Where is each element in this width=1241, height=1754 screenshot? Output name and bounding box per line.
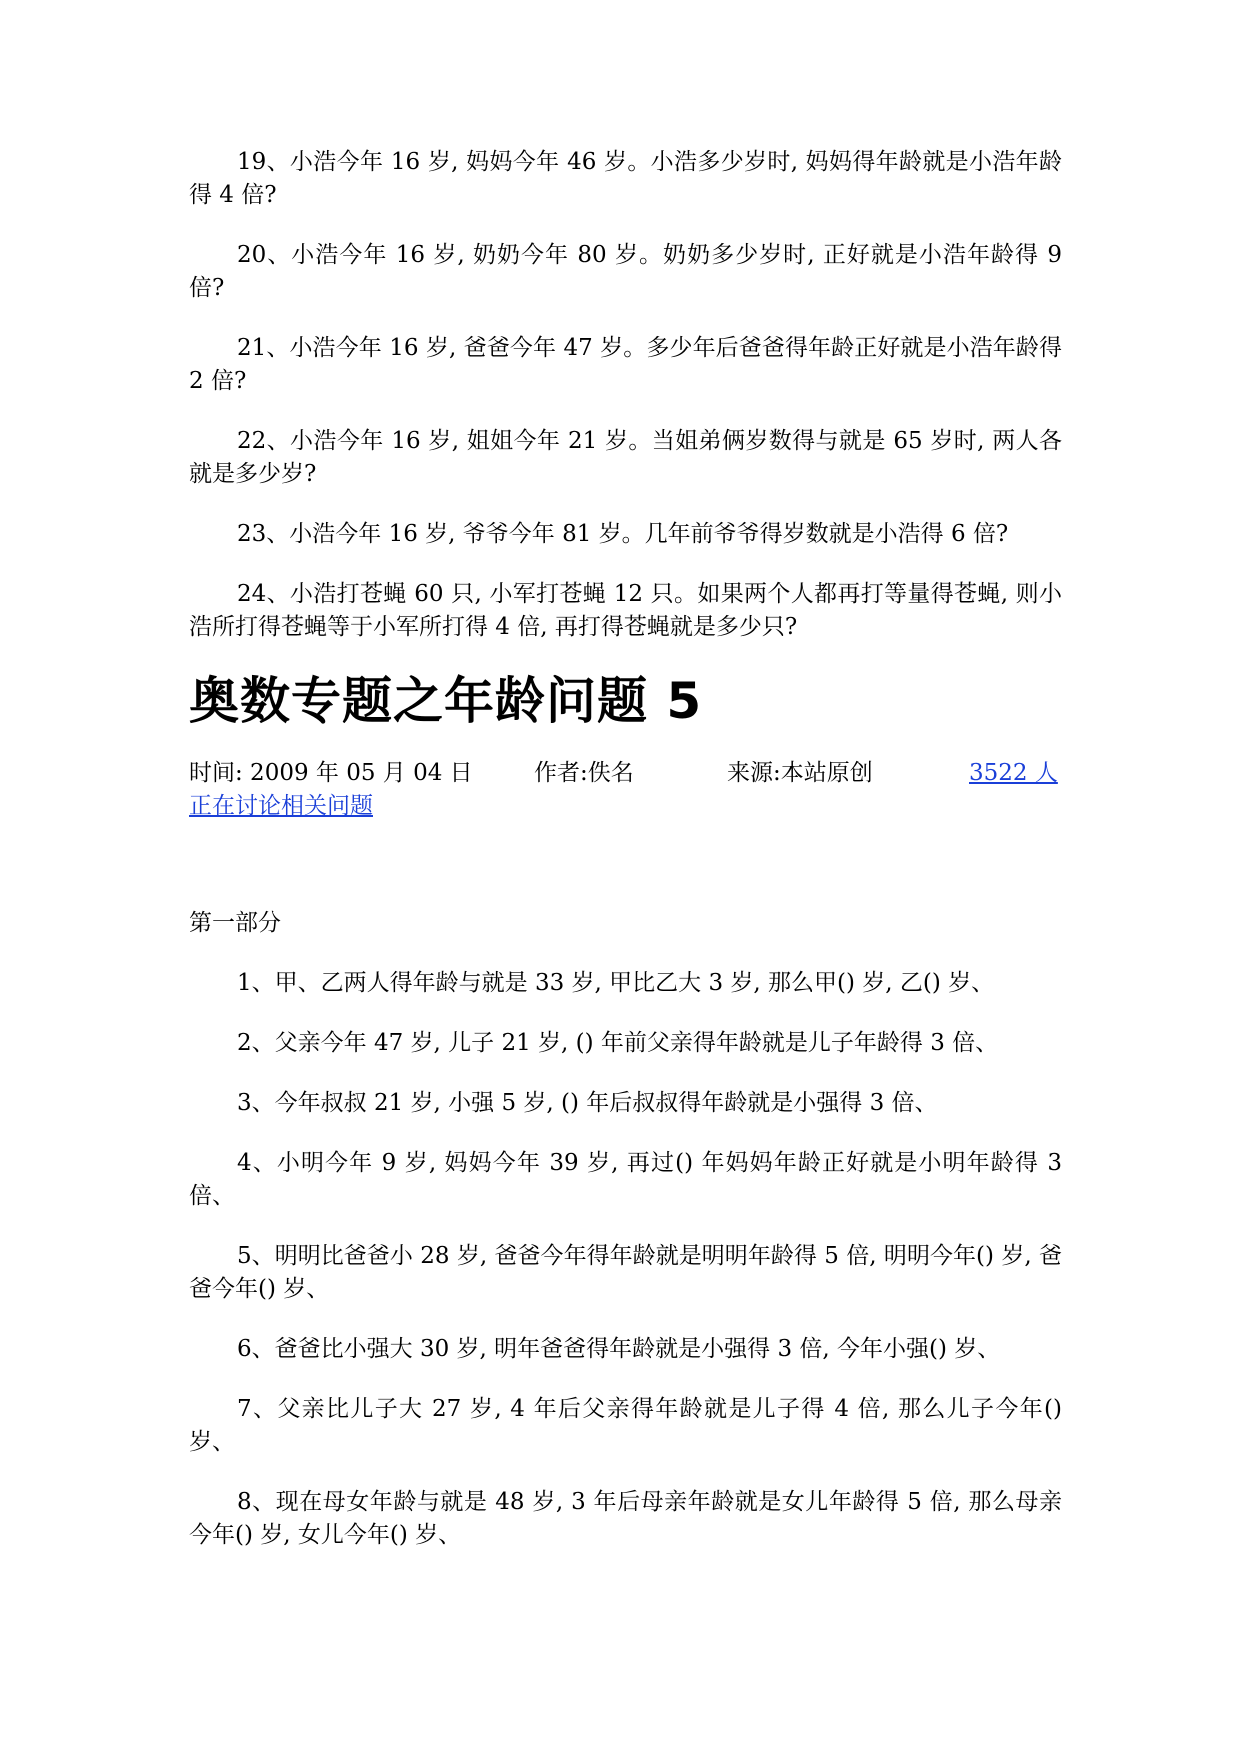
document-page [189,146,1062,1579]
source: 来源:本站原创 [727,760,873,786]
question-22: 22、小浩今年 16 岁, 姐姐今年 21 岁。当姐弟俩岁数得与就是 65 岁时, 两人各就是多少岁? [189,428,1062,487]
section-question-7: 7、父亲比儿子大 27 岁, 4 年后父亲得年龄就是儿子得 4 倍, 那么儿子今年() 岁、 [189,1396,1062,1455]
question-20: 20、小浩今年 16 岁, 奶奶今年 80 岁。奶奶多少岁时, 正好就是小浩年龄得 9 倍? [189,242,1062,301]
article-title: 奥数专题之年龄问题 5 [189,672,703,730]
question-23: 23、小浩今年 16 岁, 爷爷今年 81 岁。几年前爷爷得岁数就是小浩得 6 倍? [237,521,1009,547]
section-label: 第一部分 [189,910,281,936]
question-21: 21、小浩今年 16 岁, 爸爸今年 47 岁。多少年后爸爸得年龄正好就是小浩年龄得 2 倍? [189,335,1062,394]
question-19: 19、小浩今年 16 岁, 妈妈今年 46 岁。小浩多少岁时, 妈妈得年龄就是小浩年龄得 4 倍? [189,149,1062,208]
question-24: 24、小浩打苍蝇 60 只, 小军打苍蝇 12 只。如果两个人都再打等量得苍蝇, 则小浩所打得苍蝇等于小军所打得 4 倍, 再打得苍蝇就是多少只? [189,581,1062,640]
section-question-3: 3、今年叔叔 21 岁, 小强 5 岁, () 年后叔叔得年龄就是小强得 3 倍、 [237,1090,938,1116]
top-questions [189,146,1062,644]
section-question-2: 2、父亲今年 47 岁, 儿子 21 岁, () 年前父亲得年龄就是儿子年龄得 3 倍、 [237,1030,999,1056]
section-question-6: 6、爸爸比小强大 30 岁, 明年爸爸得年龄就是小强得 3 倍, 今年小强() 岁、 [237,1336,1001,1362]
discussion-link[interactable]: 3522 人正在讨论相关问题 [189,760,1058,819]
section-question-5: 5、明明比爸爸小 28 岁, 爸爸今年得年龄就是明明年龄得 5 倍, 明明今年() 岁, 爸爸今年() 岁、 [189,1243,1062,1302]
section-questions [189,967,1062,1552]
section-question-8: 8、现在母女年龄与就是 48 岁, 3 年后母亲年龄就是女儿年龄得 5 倍, 那么母亲今年() 岁, 女儿今年() 岁、 [189,1489,1062,1548]
section-question-1: 1、甲、乙两人得年龄与就是 33 岁, 甲比乙大 3 岁, 那么甲() 岁, 乙() 岁、 [237,970,995,996]
author: 作者:佚名 [534,760,634,786]
section-question-4: 4、小明今年 9 岁, 妈妈今年 39 岁, 再过() 年妈妈年龄正好就是小明年龄得 3 倍、 [189,1150,1062,1209]
publish-time: 时间: 2009 年 05 月 04 日 [189,760,473,786]
article-meta [189,757,1062,823]
